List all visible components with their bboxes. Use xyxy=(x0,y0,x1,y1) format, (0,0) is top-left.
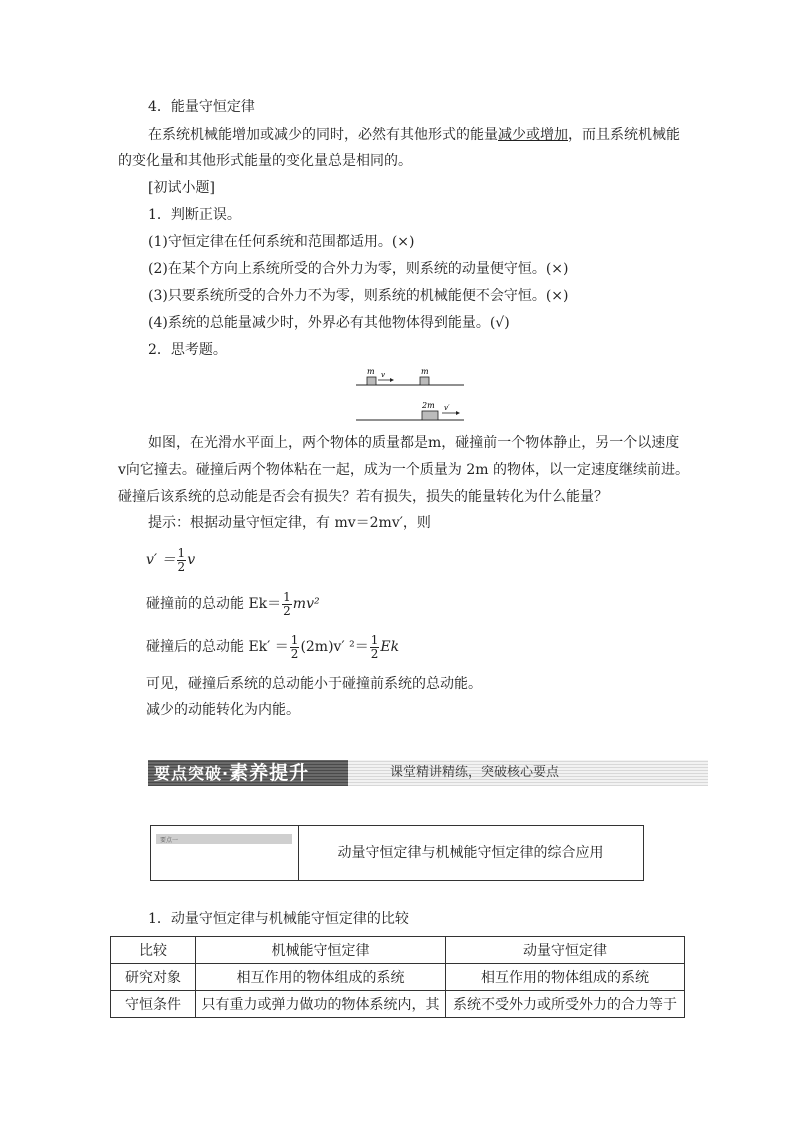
table-cell: 研究对象 xyxy=(111,964,196,991)
quiz-question: 1．判断正误。 xyxy=(148,207,241,223)
topic-tag: 要点一 xyxy=(156,834,292,844)
section-heading: 4．能量守恒定律 xyxy=(148,99,255,115)
table-row xyxy=(111,991,685,1018)
velocity-arrowhead-after xyxy=(456,411,460,415)
velocity-label: v xyxy=(381,371,385,379)
problem-line: v向它撞去。碰撞后两个物体粘在一起，成为一个质量为 2m 的物体，以一定速度继续前进。 xyxy=(118,462,689,478)
eq-rhs: Ek xyxy=(380,639,400,655)
equation-ek-after xyxy=(146,632,399,662)
fraction-half: $\frac{1}{2}$ xyxy=(177,545,186,574)
para-text: ，而且系统机械能 xyxy=(568,127,680,143)
eq-label: 碰撞前的总动能 Ek＝ xyxy=(146,596,282,612)
quiz-header: [初试小题] xyxy=(148,180,215,196)
banner-subtitle: 课堂精讲精练，突破核心要点 xyxy=(390,765,560,780)
mass-label-combined: 2m xyxy=(422,401,435,410)
block-static xyxy=(420,377,429,385)
mass-label-right: m xyxy=(421,367,429,376)
eq-rhs: v xyxy=(187,552,196,568)
mass-label-left: m xyxy=(367,367,375,376)
eq-mid: (2m)v′ ²＝ xyxy=(300,639,369,655)
comparison-table xyxy=(110,936,685,1018)
compare-heading: 1．动量守恒定律与机械能守恒定律的比较 xyxy=(148,911,409,927)
fraction-half: $\frac{1}{2}$ xyxy=(370,632,379,661)
table-cell: 守恒条件 xyxy=(111,991,196,1018)
table-header-cell: 动量守恒定律 xyxy=(446,937,685,964)
block-moving xyxy=(367,377,376,385)
topic-tag-cell xyxy=(151,826,299,880)
table-row xyxy=(111,964,685,991)
eq-rhs: mv² xyxy=(292,596,320,612)
topic-box xyxy=(150,825,644,881)
quiz-item: (1)守恒定律在任何系统和范围都适用。(×) xyxy=(148,234,415,250)
problem-line: 碰撞后该系统的总动能是否会有损失？若有损失，损失的能量转化为什么能量？ xyxy=(118,489,608,505)
banner-title xyxy=(148,760,348,786)
fraction-half: $\frac{1}{2}$ xyxy=(283,589,291,618)
hint-line: 提示：根据动量守恒定律，有 mv＝2mv′，则 xyxy=(148,515,431,531)
section-banner xyxy=(148,760,708,786)
equation-v-prime xyxy=(146,545,195,575)
table-cell: 相互作用的物体组成的系统 xyxy=(446,964,685,991)
fraction-half: $\frac{1}{2}$ xyxy=(290,632,299,661)
quiz-item: (4)系统的总能量减少时，外界必有其他物体得到能量。(√) xyxy=(148,315,510,331)
eq-lhs: v′ ＝ xyxy=(146,552,176,568)
table-cell: 只有重力或弹力做功的物体系统内，其 xyxy=(196,991,446,1018)
topic-title: 动量守恒定律与机械能守恒定律的综合应用 xyxy=(337,845,604,861)
table-cell: 相互作用的物体组成的系统 xyxy=(196,964,446,991)
collision-figure xyxy=(350,364,470,424)
para-text: 在系统机械能增加或减少的同时，必然有其他形式的能量 xyxy=(148,127,498,143)
table-cell: 系统不受外力或所受外力的合力等于 xyxy=(446,991,685,1018)
quiz-item: (3)只要系统所受的合外力不为零，则系统的机械能便不会守恒。(×) xyxy=(148,288,569,304)
equation-ek-before xyxy=(146,589,320,619)
conclusion-line: 可见，碰撞后系统的总动能小于碰撞前系统的总动能。 xyxy=(146,676,482,692)
table-header-cell: 机械能守恒定律 xyxy=(196,937,446,964)
eq-label: 碰撞后的总动能 Ek′ ＝ xyxy=(146,639,289,655)
velocity-arrowhead xyxy=(390,378,394,382)
quiz-item: (2)在某个方向上系统所受的合外力为零，则系统的动量便守恒。(×) xyxy=(148,261,569,277)
block-combined xyxy=(422,411,438,420)
velocity-label-after: v′ xyxy=(444,404,450,412)
paragraph xyxy=(148,125,680,145)
conclusion-line: 减少的动能转化为内能。 xyxy=(146,702,300,718)
quiz-question: 2．思考题。 xyxy=(148,342,227,358)
banner-title-a: 要点突破· xyxy=(154,764,230,783)
table-header-cell: 比较 xyxy=(111,937,196,964)
para-underlined-text: 减少或增加 xyxy=(498,127,568,143)
banner-title-b: 素养提升 xyxy=(229,762,310,784)
problem-line: 如图，在光滑水平面上，两个物体的质量都是m，碰撞前一个物体静止，另一个以速度 xyxy=(148,435,680,451)
paragraph-line: 的变化量和其他形式能量的变化量总是相同的。 xyxy=(118,153,412,169)
table-header-row xyxy=(111,937,685,964)
